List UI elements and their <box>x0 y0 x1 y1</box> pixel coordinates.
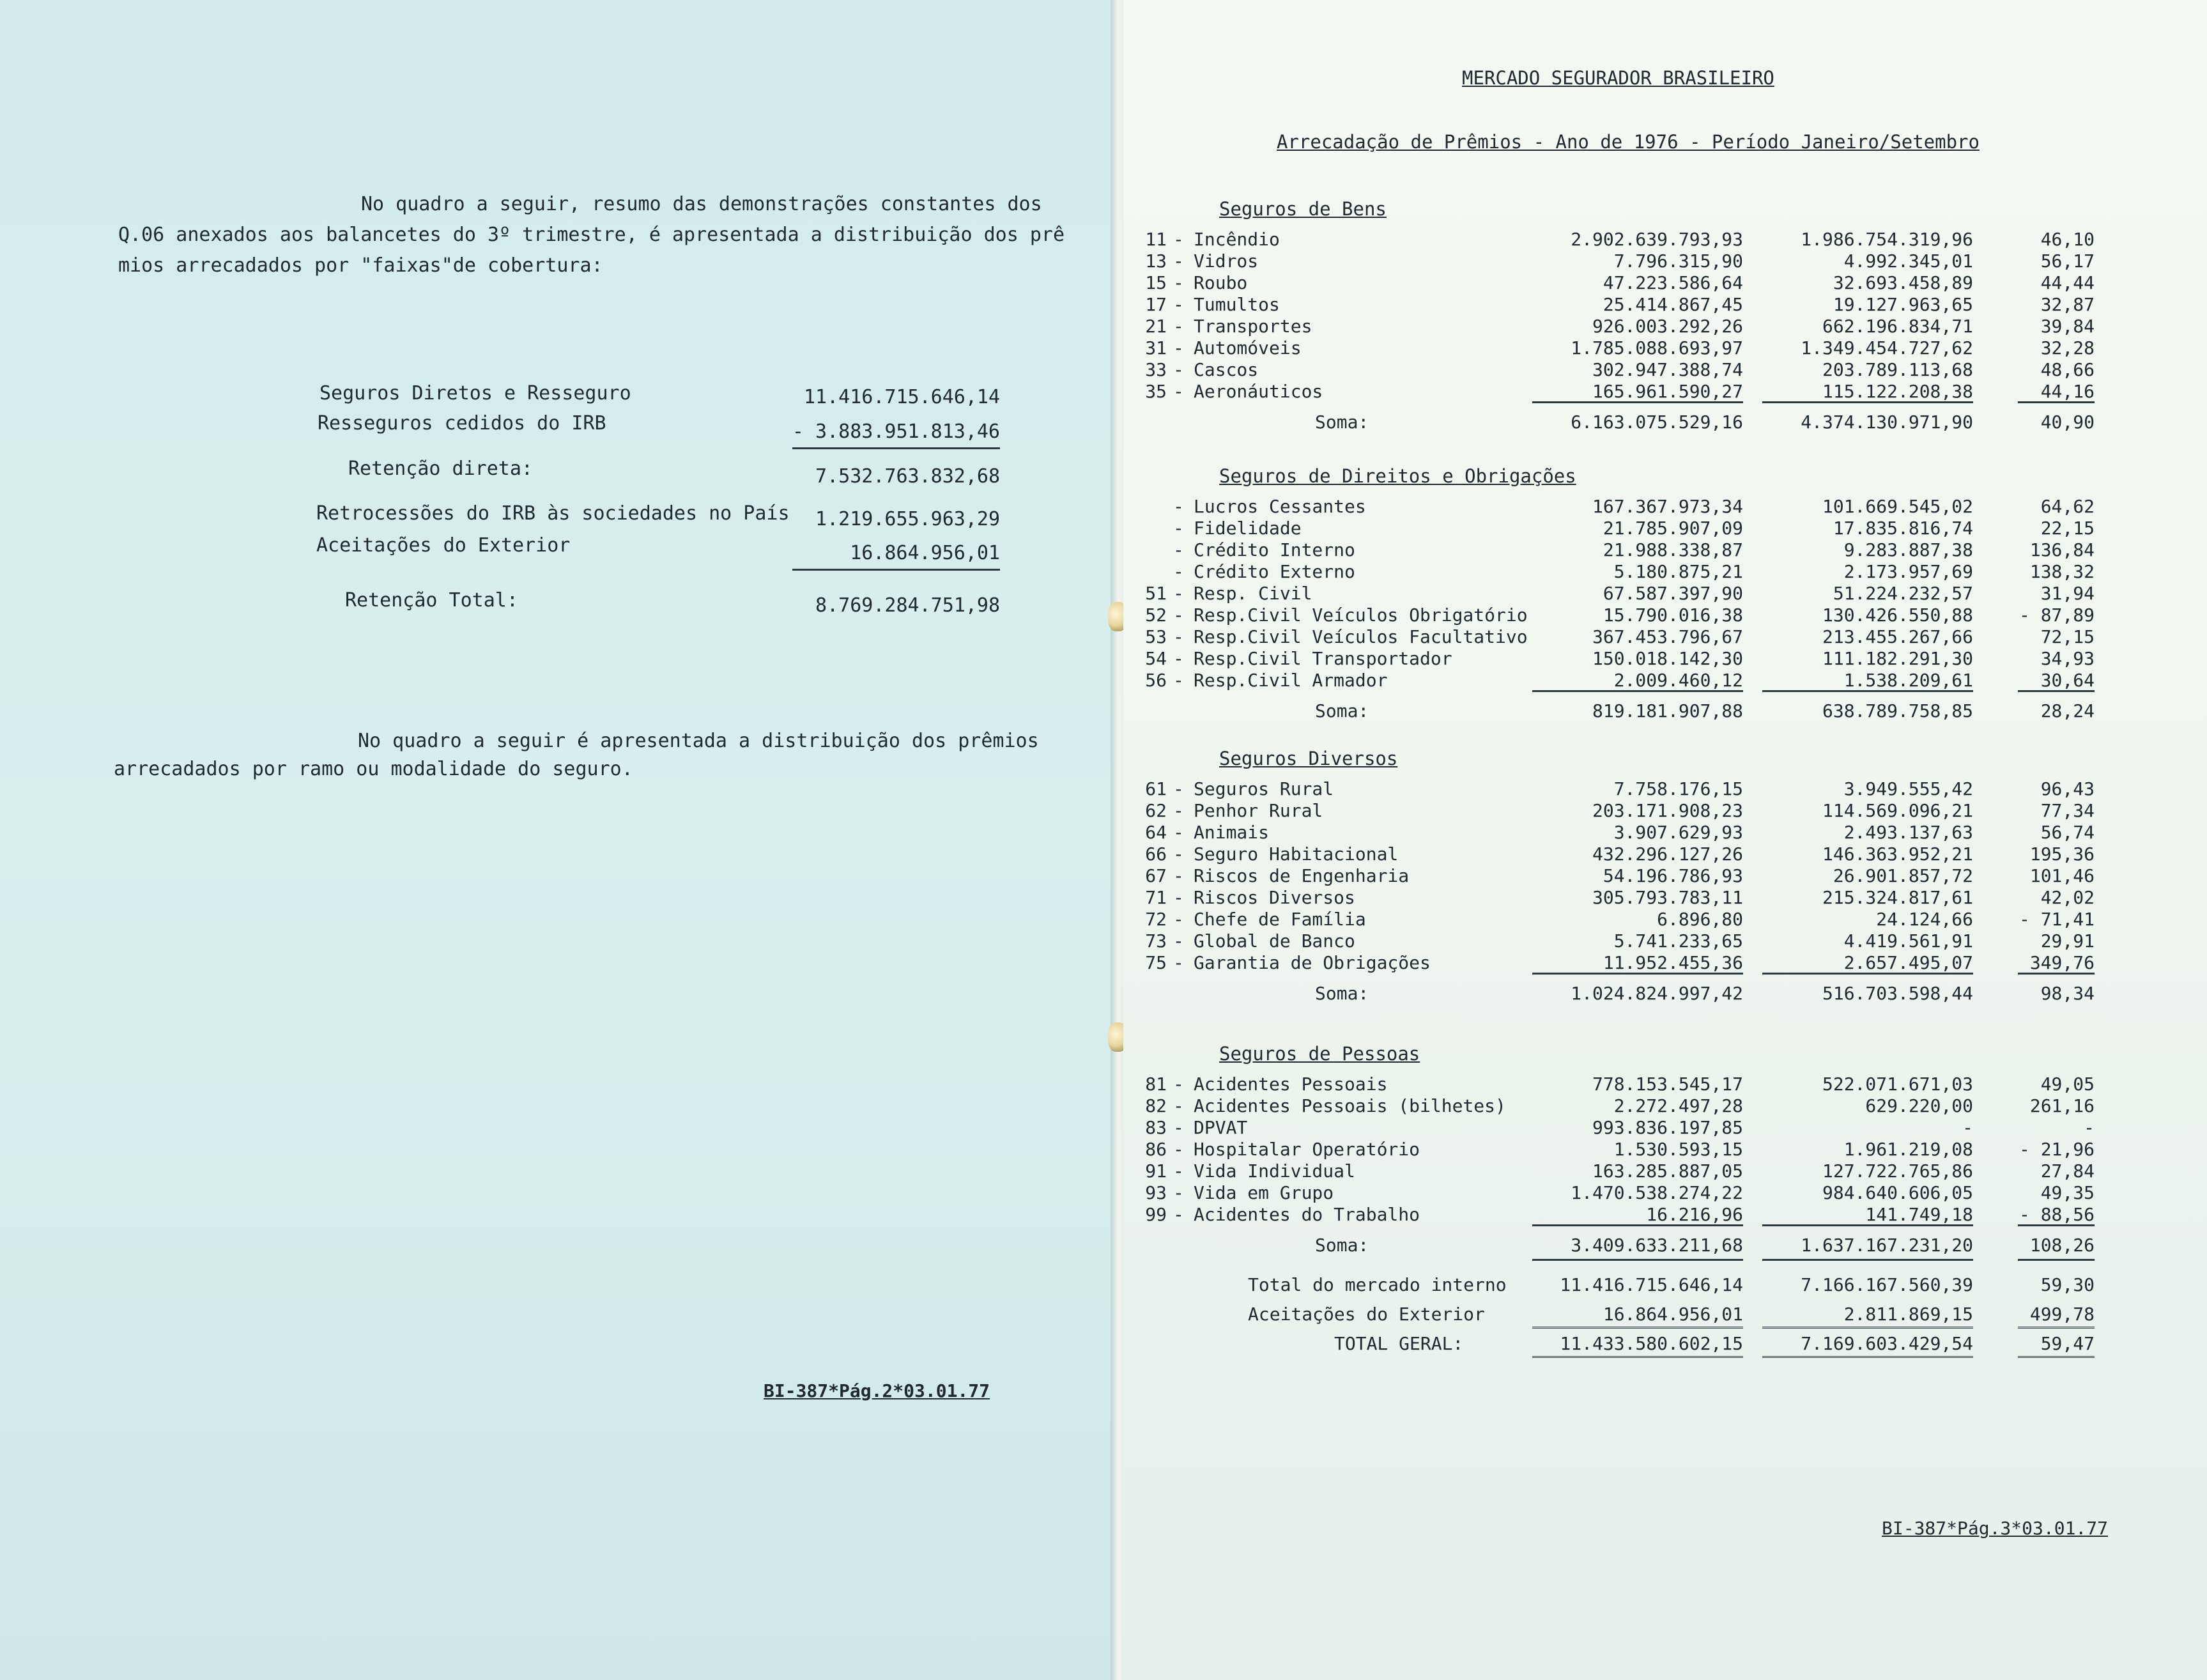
row-name: Vidros <box>1194 250 1259 272</box>
row-code: 62 <box>1145 800 1167 821</box>
row-value-1: 993.836.197,85 <box>1592 1117 1743 1138</box>
grand-value-1: 16.864.956,01 <box>1603 1304 1743 1325</box>
row-name: Garantia de Obrigações <box>1194 952 1431 973</box>
row-value-3: 48,66 <box>2040 359 2095 380</box>
row-value-1: 778.153.545,17 <box>1592 1074 1743 1095</box>
subtotal-value-2: 516.703.598,44 <box>1822 983 1973 1004</box>
grand-value-1: 11.433.580.602,15 <box>1560 1333 1743 1354</box>
subtotal-value-3: 98,34 <box>2040 983 2095 1004</box>
row-dash: - <box>1173 583 1184 604</box>
row-value-2: 115.122.208,38 <box>1822 381 1973 402</box>
row-value-2: 146.363.952,21 <box>1822 844 1973 865</box>
paragraph1-line3: mios arrecadados por "faixas"de cobertura: <box>118 254 603 277</box>
grand-value-2: 7.169.603.429,54 <box>1801 1333 1973 1354</box>
row-value-3: 32,87 <box>2040 294 2095 315</box>
subtotal-value-1: 3.409.633.211,68 <box>1571 1235 1743 1256</box>
row-value-1: 1.530.593,15 <box>1613 1139 1743 1160</box>
final-rule-1 <box>1532 1356 1743 1361</box>
row-value-3: 49,05 <box>2040 1074 2095 1095</box>
subtotal-value-3: 28,24 <box>2040 700 2095 721</box>
row-value-1: 3.907.629,93 <box>1613 822 1743 843</box>
final-rule-2 <box>1762 1356 1973 1361</box>
row-dash: - <box>1173 1095 1184 1116</box>
row-value-3: 261,16 <box>2029 1095 2095 1116</box>
report-title: MERCADO SEGURADOR BRASILEIRO <box>1462 67 1774 89</box>
summary-label-4: Retrocessões do IRB às sociedades no País <box>316 502 790 525</box>
row-name: Chefe de Família <box>1194 909 1366 930</box>
subtotal-label: Soma: <box>1315 700 1369 721</box>
row-dash: - <box>1173 952 1184 973</box>
subtotal-value-3: 108,26 <box>2029 1235 2095 1256</box>
row-value-2: 32.693.458,89 <box>1833 272 1973 293</box>
row-code: 51 <box>1145 583 1167 604</box>
row-value-3: 138,32 <box>2029 561 2095 582</box>
row-value-2: 4.419.561,91 <box>1843 930 1973 952</box>
row-value-3: 30,64 <box>2040 670 2095 691</box>
row-value-1: 47.223.586,64 <box>1603 272 1743 293</box>
row-value-3: 34,93 <box>2040 648 2095 669</box>
summary-value-4: 1.219.655.963,29 <box>815 508 1000 530</box>
grand-value-2: 2.811.869,15 <box>1843 1304 1973 1325</box>
grand-rule-3 <box>2018 1327 2095 1332</box>
row-dash: - <box>1173 648 1184 669</box>
row-code: 54 <box>1145 648 1167 669</box>
row-dash: - <box>1173 670 1184 691</box>
row-value-2: 114.569.096,21 <box>1822 800 1973 821</box>
section-title: Seguros de Bens <box>1219 198 1387 220</box>
summary-label-3: Retenção direta: <box>348 458 533 480</box>
row-dash: - <box>1173 865 1184 886</box>
row-name: Crédito Externo <box>1194 561 1355 582</box>
row-name: Automóveis <box>1194 337 1302 358</box>
row-value-1: 21.988.338,87 <box>1603 539 1743 560</box>
row-value-2: 522.071.671,03 <box>1822 1074 1973 1095</box>
row-value-3: 44,16 <box>2040 381 2095 402</box>
row-value-1: 16.216,96 <box>1646 1204 1743 1225</box>
subtotal-value-2: 638.789.758,85 <box>1822 700 1973 721</box>
row-code: 71 <box>1145 887 1167 908</box>
row-code: 91 <box>1145 1160 1167 1182</box>
row-name: Penhor Rural <box>1194 800 1323 821</box>
row-code: 33 <box>1145 359 1167 380</box>
row-value-1: 2.272.497,28 <box>1613 1095 1743 1116</box>
row-value-3: 101,46 <box>2029 865 2095 886</box>
row-code: 64 <box>1145 822 1167 843</box>
row-dash: - <box>1173 844 1184 865</box>
row-code: 52 <box>1145 605 1167 626</box>
row-value-3: 77,34 <box>2040 800 2095 821</box>
row-dash: - <box>1173 800 1184 821</box>
row-dash: - <box>1173 496 1184 517</box>
row-value-3: 56,74 <box>2040 822 2095 843</box>
row-value-2: 662.196.834,71 <box>1822 316 1973 337</box>
row-value-3: 42,02 <box>2040 887 2095 908</box>
total-rule-1 <box>1532 1259 1743 1261</box>
row-code: 35 <box>1145 381 1167 402</box>
row-value-2: 2.657.495,07 <box>1843 952 1973 973</box>
subtotal-rule-3 <box>2018 690 2095 692</box>
grand-value-1: 11.416.715.646,14 <box>1560 1274 1743 1295</box>
paragraph1-line1: No quadro a seguir, resumo das demonstrações constantes dos <box>361 193 1042 215</box>
subtotal-rule-2 <box>1762 401 1973 403</box>
row-dash: - <box>1173 1204 1184 1225</box>
grand-value-3: 59,30 <box>2040 1274 2095 1295</box>
row-value-1: 165.961.590,27 <box>1592 381 1743 402</box>
row-value-2: 2.173.957,69 <box>1843 561 1973 582</box>
row-value-3: - 71,41 <box>2019 909 2095 930</box>
row-value-3: 64,62 <box>2040 496 2095 517</box>
row-name: Fidelidade <box>1194 518 1302 539</box>
row-value-1: 432.296.127,26 <box>1592 844 1743 865</box>
row-dash: - <box>1173 605 1184 626</box>
row-value-2: 203.789.113,68 <box>1822 359 1973 380</box>
row-dash: - <box>1173 272 1184 293</box>
row-name: Vida em Grupo <box>1194 1182 1334 1203</box>
row-code: 53 <box>1145 626 1167 647</box>
subtotal-rule-1 <box>1532 1224 1743 1226</box>
row-dash: - <box>1173 1139 1184 1160</box>
summary-rule-2 <box>792 569 1000 571</box>
row-value-2: 130.426.550,88 <box>1822 605 1973 626</box>
row-value-1: 305.793.783,11 <box>1592 887 1743 908</box>
grand-label: Total do mercado interno <box>1248 1274 1507 1295</box>
row-value-1: 2.902.639.793,93 <box>1571 229 1743 250</box>
row-code: 82 <box>1145 1095 1167 1116</box>
subtotal-rule-3 <box>2018 401 2095 403</box>
row-value-3: 72,15 <box>2040 626 2095 647</box>
row-code: 99 <box>1145 1204 1167 1225</box>
row-value-1: 1.470.538.274,22 <box>1571 1182 1743 1203</box>
row-value-1: 7.758.176,15 <box>1613 778 1743 799</box>
row-dash: - <box>1173 887 1184 908</box>
subtotal-value-1: 1.024.824.997,42 <box>1571 983 1743 1004</box>
row-value-2: 3.949.555,42 <box>1843 778 1973 799</box>
row-name: Crédito Interno <box>1194 539 1355 560</box>
row-dash: - <box>1173 1160 1184 1182</box>
row-code: 86 <box>1145 1139 1167 1160</box>
row-value-3: 22,15 <box>2040 518 2095 539</box>
row-value-2: 2.493.137,63 <box>1843 822 1973 843</box>
row-code: 11 <box>1145 229 1167 250</box>
row-value-3: 44,44 <box>2040 272 2095 293</box>
row-value-1: 7.796.315,90 <box>1613 250 1743 272</box>
report-subtitle: Arrecadação de Prêmios - Ano de 1976 - Período Janeiro/Setembro <box>1277 131 1980 153</box>
row-name: Riscos Diversos <box>1194 887 1355 908</box>
row-value-3: - 88,56 <box>2019 1204 2095 1225</box>
subtotal-value-1: 819.181.907,88 <box>1592 700 1743 721</box>
row-dash: - <box>1173 539 1184 560</box>
subtotal-rule-1 <box>1532 973 1743 975</box>
row-value-1: 54.196.786,93 <box>1603 865 1743 886</box>
row-dash: - <box>1173 359 1184 380</box>
row-name: Transportes <box>1194 316 1312 337</box>
summary-value-3: 7.532.763.832,68 <box>815 465 1000 488</box>
row-name: Animais <box>1194 822 1270 843</box>
row-value-3: 46,10 <box>2040 229 2095 250</box>
row-name: Resp.Civil Armador <box>1194 670 1388 691</box>
row-value-1: 926.003.292,26 <box>1592 316 1743 337</box>
summary-value-6: 8.769.284.751,98 <box>815 594 1000 617</box>
subtotal-value-3: 40,90 <box>2040 412 2095 433</box>
row-value-2: 1.349.454.727,62 <box>1801 337 1973 358</box>
subtotal-rule-2 <box>1762 973 1973 975</box>
row-value-1: 21.785.907,09 <box>1603 518 1743 539</box>
row-value-3: 96,43 <box>2040 778 2095 799</box>
row-name: Acidentes Pessoais <box>1194 1074 1388 1095</box>
row-code: 15 <box>1145 272 1167 293</box>
row-value-2: 141.749,18 <box>1865 1204 1973 1225</box>
row-value-2: 215.324.817,61 <box>1822 887 1973 908</box>
grand-label: Aceitações do Exterior <box>1248 1304 1485 1325</box>
subtotal-label: Soma: <box>1315 412 1369 433</box>
grand-rule-2 <box>1762 1327 1973 1332</box>
row-dash: - <box>1173 626 1184 647</box>
row-dash: - <box>1173 316 1184 337</box>
grand-value-3: 59,47 <box>2040 1333 2095 1354</box>
row-value-2: 213.455.267,66 <box>1822 626 1973 647</box>
summary-rule-1 <box>792 447 1000 449</box>
row-code: 61 <box>1145 778 1167 799</box>
row-code: 73 <box>1145 930 1167 952</box>
row-value-2: 4.992.345,01 <box>1843 250 1973 272</box>
section-title: Seguros Diversos <box>1219 748 1398 769</box>
row-value-2: 1.538.209,61 <box>1843 670 1973 691</box>
row-code: 81 <box>1145 1074 1167 1095</box>
summary-value-2: - 3.883.951.813,46 <box>792 420 1000 443</box>
row-value-1: 203.171.908,23 <box>1592 800 1743 821</box>
row-value-2: 9.283.887,38 <box>1843 539 1973 560</box>
summary-label-2: Resseguros cedidos do IRB <box>318 412 606 435</box>
row-code: 66 <box>1145 844 1167 865</box>
row-value-1: 5.741.233,65 <box>1613 930 1743 952</box>
row-code: 17 <box>1145 294 1167 315</box>
row-code: 75 <box>1145 952 1167 973</box>
subtotal-rule-3 <box>2018 1224 2095 1226</box>
row-value-3: 39,84 <box>2040 316 2095 337</box>
row-value-2: 1.986.754.319,96 <box>1801 229 1973 250</box>
row-value-1: 25.414.867,45 <box>1603 294 1743 315</box>
row-value-3: - 21,96 <box>2019 1139 2095 1160</box>
subtotal-rule-1 <box>1532 690 1743 692</box>
row-value-1: 1.785.088.693,97 <box>1571 337 1743 358</box>
subtotal-label: Soma: <box>1315 983 1369 1004</box>
summary-label-5: Aceitações do Exterior <box>316 534 571 557</box>
row-name: DPVAT <box>1194 1117 1248 1138</box>
row-name: Seguros Rural <box>1194 778 1334 799</box>
row-value-1: 167.367.973,34 <box>1592 496 1743 517</box>
row-dash: - <box>1173 294 1184 315</box>
section-title: Seguros de Direitos e Obrigações <box>1219 465 1576 487</box>
row-name: Roubo <box>1194 272 1248 293</box>
row-name: Hospitalar Operatório <box>1194 1139 1420 1160</box>
row-value-2: 111.182.291,30 <box>1822 648 1973 669</box>
row-value-1: 11.952.455,36 <box>1603 952 1743 973</box>
row-name: Resp.Civil Veículos Facultativo <box>1194 626 1528 647</box>
paragraph2-line1: No quadro a seguir é apresentada a distribuição dos prêmios <box>358 730 1039 752</box>
row-dash: - <box>1173 561 1184 582</box>
row-name: Incêndio <box>1194 229 1280 250</box>
row-code: 83 <box>1145 1117 1167 1138</box>
row-value-3: 349,76 <box>2029 952 2095 973</box>
row-name: Acidentes do Trabalho <box>1194 1204 1420 1225</box>
row-value-2: 19.127.963,65 <box>1833 294 1973 315</box>
row-value-2: 127.722.765,86 <box>1822 1160 1973 1182</box>
subtotal-value-2: 4.374.130.971,90 <box>1801 412 1973 433</box>
grand-value-3: 499,78 <box>2029 1304 2095 1325</box>
row-value-3: - <box>2084 1117 2095 1138</box>
row-value-1: 163.285.887,05 <box>1592 1160 1743 1182</box>
row-dash: - <box>1173 229 1184 250</box>
row-code: 31 <box>1145 337 1167 358</box>
row-dash: - <box>1173 518 1184 539</box>
row-name: Global de Banco <box>1194 930 1355 952</box>
subtotal-value-1: 6.163.075.529,16 <box>1571 412 1743 433</box>
section-title: Seguros de Pessoas <box>1219 1043 1420 1065</box>
final-rule-3 <box>2018 1356 2095 1361</box>
row-value-1: 2.009.460,12 <box>1613 670 1743 691</box>
row-value-3: 136,84 <box>2029 539 2095 560</box>
row-dash: - <box>1173 778 1184 799</box>
row-dash: - <box>1173 250 1184 272</box>
row-value-3: 195,36 <box>2029 844 2095 865</box>
row-value-1: 302.947.388,74 <box>1592 359 1743 380</box>
row-value-3: 29,91 <box>2040 930 2095 952</box>
right-footer: BI-387*Pág.3*03.01.77 <box>1882 1518 2109 1539</box>
row-dash: - <box>1173 822 1184 843</box>
summary-label-1: Seguros Diretos e Resseguro <box>319 382 631 405</box>
row-code: 72 <box>1145 909 1167 930</box>
row-code: 67 <box>1145 865 1167 886</box>
row-value-1: 6.896,80 <box>1657 909 1743 930</box>
row-dash: - <box>1173 1117 1184 1138</box>
summary-value-1: 11.416.715.646,14 <box>803 386 1000 408</box>
row-dash: - <box>1173 1074 1184 1095</box>
grand-label: TOTAL GERAL: <box>1334 1333 1464 1354</box>
row-name: Resp.Civil Veículos Obrigatório <box>1194 605 1528 626</box>
row-value-2: 1.961.219,08 <box>1843 1139 1973 1160</box>
row-value-1: 15.790.016,38 <box>1603 605 1743 626</box>
row-value-3: 56,17 <box>2040 250 2095 272</box>
row-name: Riscos de Engenharia <box>1194 865 1410 886</box>
row-value-1: 67.587.397,90 <box>1603 583 1743 604</box>
row-value-3: 27,84 <box>2040 1160 2095 1182</box>
row-value-2: 984.640.606,05 <box>1822 1182 1973 1203</box>
left-footer: BI-387*Pág.2*03.01.77 <box>764 1380 990 1401</box>
row-code: 56 <box>1145 670 1167 691</box>
paragraph1-line2: Q.06 anexados aos balancetes do 3º trimestre, é apresentada a distribuição dos prê <box>118 224 1065 246</box>
total-rule-3 <box>2018 1259 2095 1261</box>
row-name: Tumultos <box>1194 294 1280 315</box>
subtotal-label: Soma: <box>1315 1235 1369 1256</box>
row-name: Resp. Civil <box>1194 583 1312 604</box>
subtotal-rule-2 <box>1762 1224 1973 1226</box>
grand-rule-1 <box>1532 1327 1743 1332</box>
subtotal-rule-3 <box>2018 973 2095 975</box>
row-name: Seguro Habitacional <box>1194 844 1399 865</box>
row-name: Aeronáuticos <box>1194 381 1323 402</box>
row-value-2: 629.220,00 <box>1865 1095 1973 1116</box>
summary-value-5: 16.864.956,01 <box>850 542 1000 564</box>
row-value-2: 17.835.816,74 <box>1833 518 1973 539</box>
row-dash: - <box>1173 909 1184 930</box>
grand-value-2: 7.166.167.560,39 <box>1801 1274 1973 1295</box>
row-name: Cascos <box>1194 359 1259 380</box>
row-name: Resp.Civil Transportador <box>1194 648 1452 669</box>
row-name: Acidentes Pessoais (bilhetes) <box>1194 1095 1506 1116</box>
right-page <box>1123 0 2207 1680</box>
row-code: 93 <box>1145 1182 1167 1203</box>
row-value-3: 49,35 <box>2040 1182 2095 1203</box>
row-dash: - <box>1173 337 1184 358</box>
row-name: Lucros Cessantes <box>1194 496 1366 517</box>
subtotal-rule-2 <box>1762 690 1973 692</box>
row-value-3: 32,28 <box>2040 337 2095 358</box>
row-value-2: 24.124,66 <box>1876 909 1973 930</box>
row-dash: - <box>1173 381 1184 402</box>
row-value-1: 5.180.875,21 <box>1613 561 1743 582</box>
row-dash: - <box>1173 930 1184 952</box>
row-value-2: 51.224.232,57 <box>1833 583 1973 604</box>
row-value-3: 31,94 <box>2040 583 2095 604</box>
row-name: Vida Individual <box>1194 1160 1355 1182</box>
row-code: 21 <box>1145 316 1167 337</box>
total-rule-2 <box>1762 1259 1973 1261</box>
summary-label-6: Retenção Total: <box>345 589 518 612</box>
row-value-1: 367.453.796,67 <box>1592 626 1743 647</box>
subtotal-rule-1 <box>1532 401 1743 403</box>
row-value-1: 150.018.142,30 <box>1592 648 1743 669</box>
row-value-2: 26.901.857,72 <box>1833 865 1973 886</box>
row-value-2: 101.669.545,02 <box>1822 496 1973 517</box>
row-value-3: - 87,89 <box>2019 605 2095 626</box>
row-value-2: - <box>1962 1117 1973 1138</box>
row-dash: - <box>1173 1182 1184 1203</box>
paragraph2-line2: arrecadados por ramo ou modalidade do seguro. <box>114 758 633 780</box>
subtotal-value-2: 1.637.167.231,20 <box>1801 1235 1973 1256</box>
row-code: 13 <box>1145 250 1167 272</box>
